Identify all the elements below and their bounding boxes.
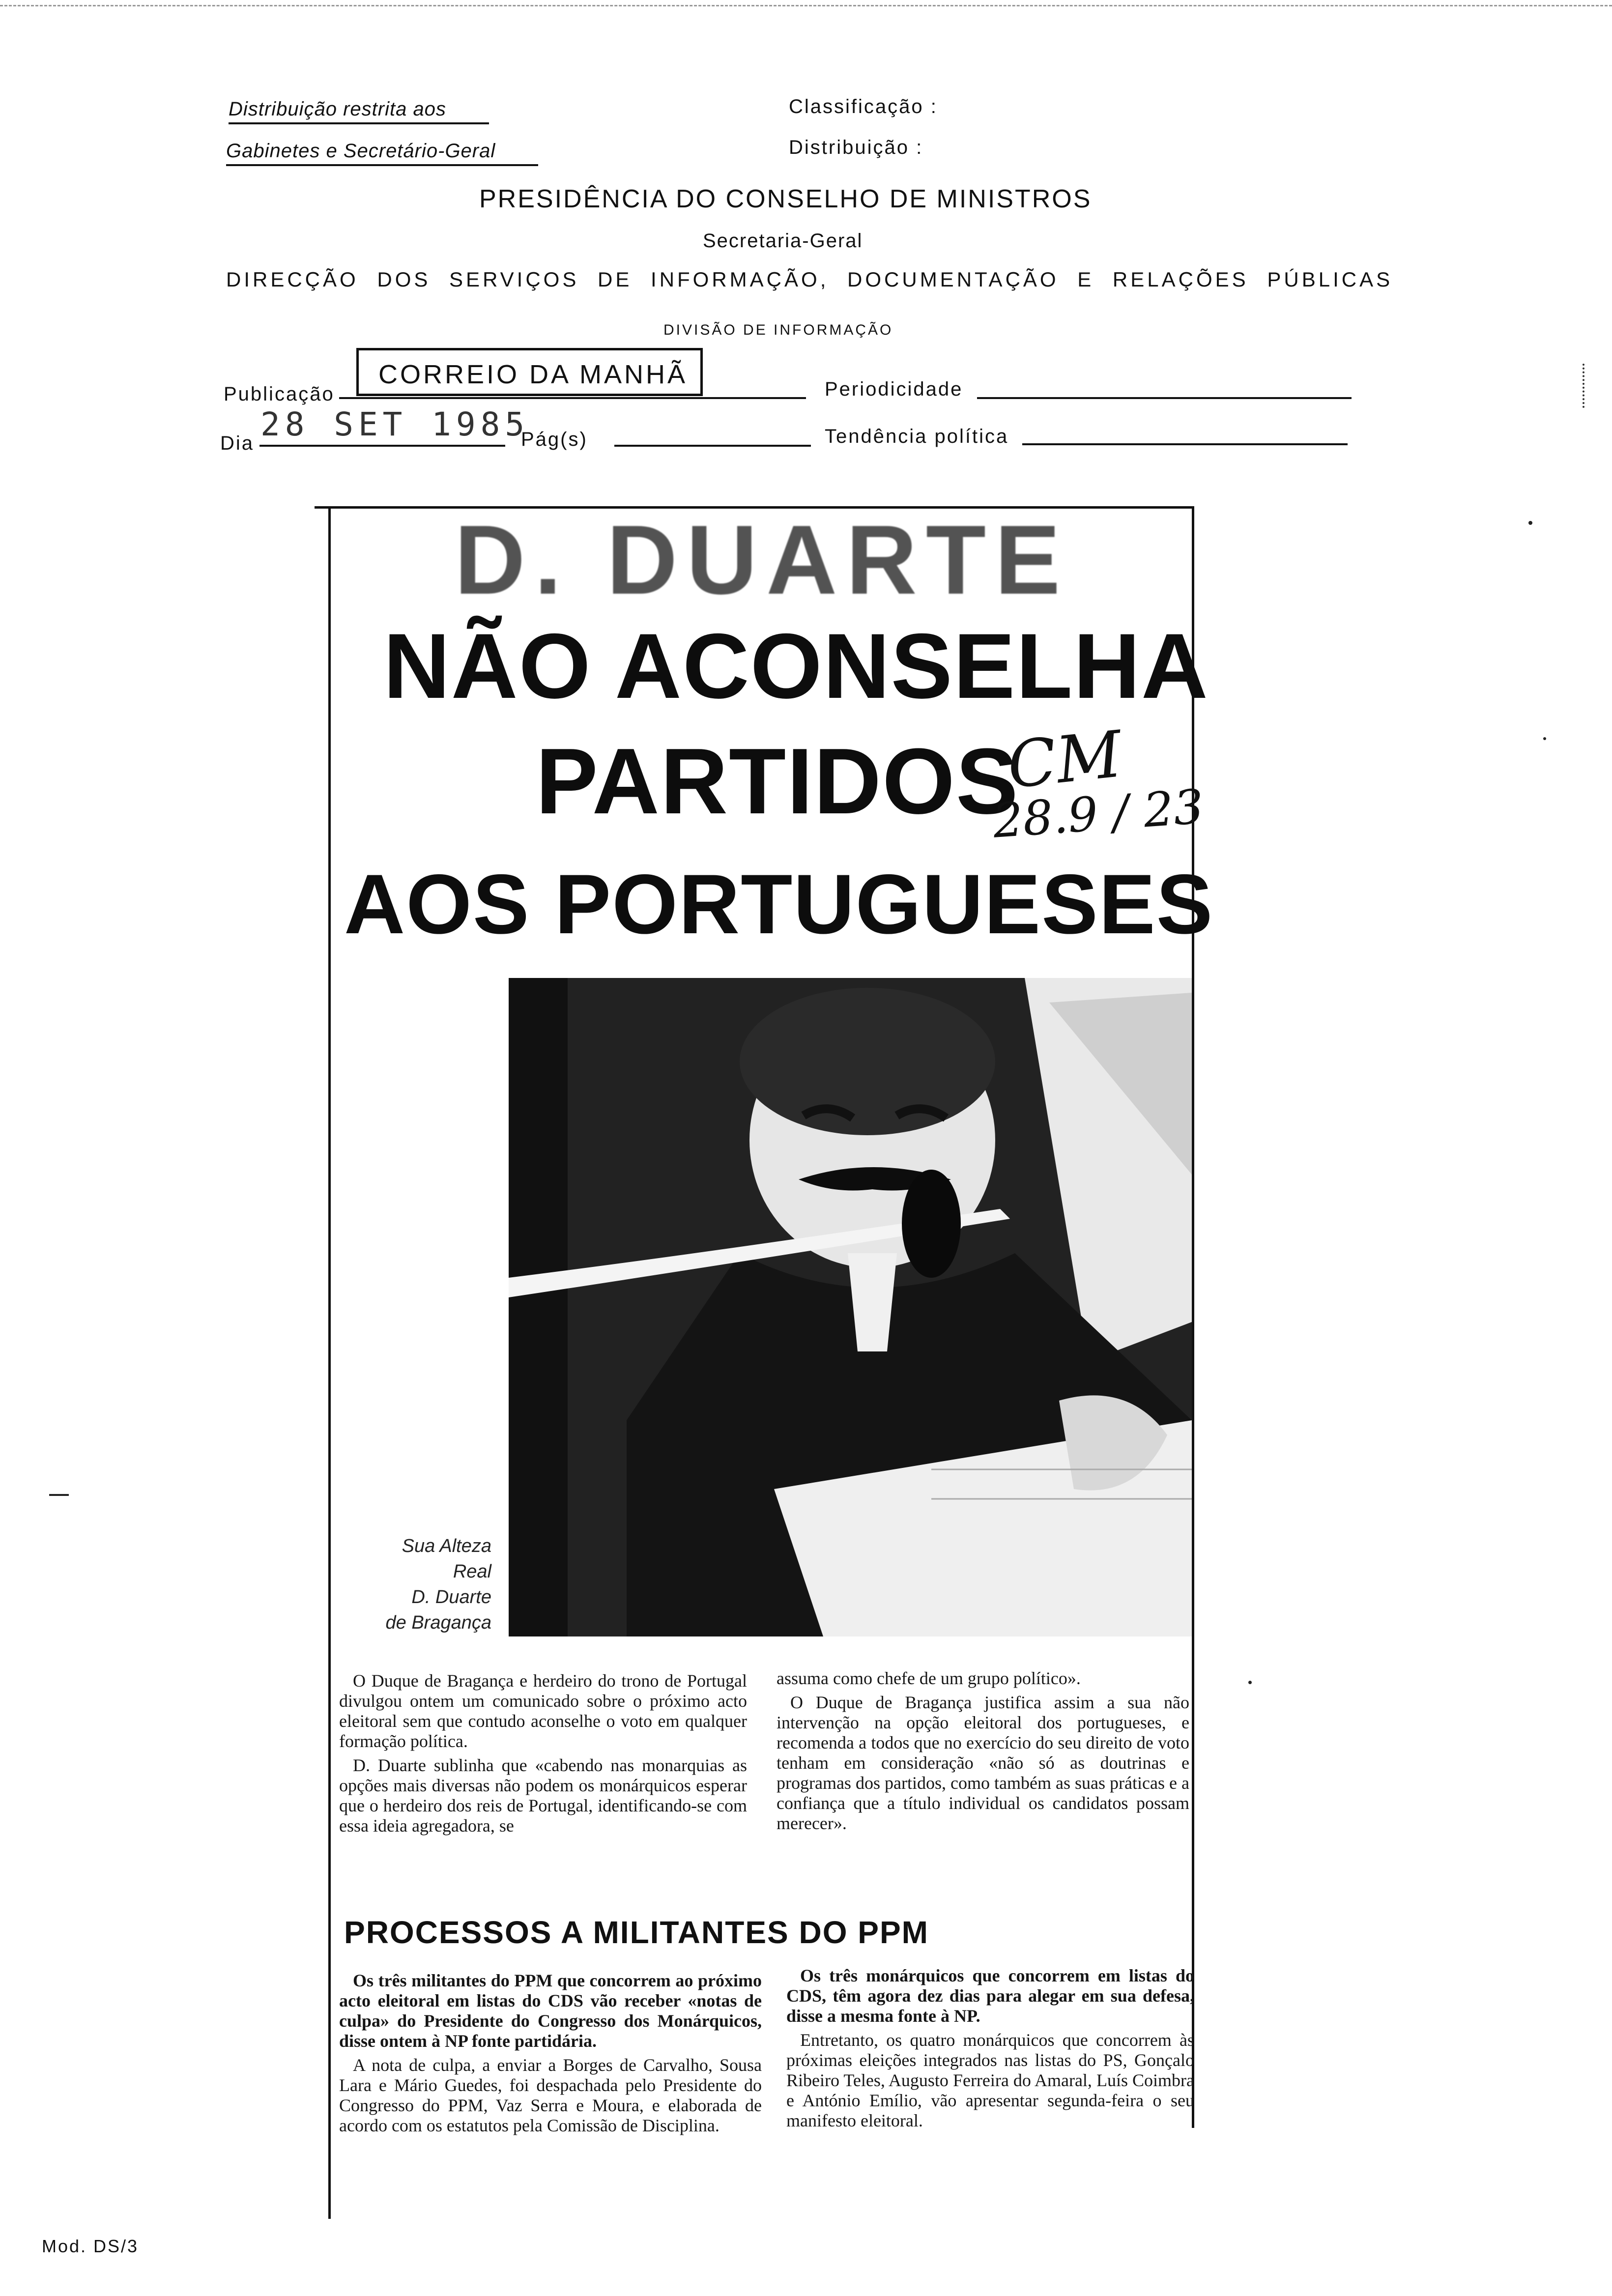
restricted-distribution-line1: Distribuição restrita aos [229,98,489,124]
portrait-illustration [509,978,1192,1636]
political-tendency-label: Tendência política [825,426,1009,447]
day-underline [259,445,505,447]
article-column-3 [339,1971,762,2140]
scan-speck [1528,521,1532,525]
political-tendency-underline [1022,443,1348,445]
pages-underline [614,445,811,447]
ppm-subheading: PROCESSOS A MILITANTES DO PPM [344,1915,929,1950]
secretariat-heading: Secretaria-Geral [703,230,863,252]
headline-line1: D. DUARTE [454,505,1069,615]
division-heading: DIVISÃO DE INFORMAÇÃO [663,322,893,338]
clipping-border-right [1192,506,1194,2128]
form-code: Mod. DS/3 [42,2236,139,2256]
scan-speck [1248,1681,1252,1684]
duarte-portrait-photo [509,978,1192,1636]
classification-label: Classificação : [789,96,938,117]
handwritten-date-reference: 28.9 / 23 [991,779,1206,849]
column4-paragraph1: Os três monárquicos que concorrem em listas do CDS, têm agora dez dias para alegar em sua defesa, disse a mesma fonte à NP. [786,1966,1194,2026]
article-column-1 [339,1671,747,1840]
column3-paragraph1: Os três militantes do PPM que concorrem ao próximo acto eleitoral em listas do CDS vão receber «notas de culpa» do Presidente do Congresso dos Monárquicos, disse ontem à NP fonte partidária. [339,1971,762,2051]
headline-line2: NÃO ACONSELHA [383,614,1209,718]
clipping-border-left [328,509,331,2219]
scan-speck [1543,737,1546,740]
column2-paragraph1: assuma como chefe de um grupo político». [777,1668,1081,1688]
article-column-4 [786,1966,1194,2135]
headline-line4: AOS PORTUGUESES [344,857,1214,951]
ministry-heading: PRESIDÊNCIA DO CONSELHO DE MINISTROS [479,185,1092,213]
periodicity-label: Periodicidade [825,378,963,400]
publication-underline [339,397,806,399]
publication-name: CORREIO DA MANHÃ [378,360,688,389]
caption-line1: Sua Alteza [402,1536,491,1556]
caption-line4: de Bragança [385,1612,491,1633]
periodicity-underline [977,397,1352,399]
column2-paragraph2: O Duque de Bragança justifica assim a sua não intervenção na opção eleitoral dos portugueses, e recomenda a todos que no exercício do seu direito de voto tenham em consideração «não só as doutrinas e programas dos partidos, como também as suas práticas e a confiança que a título individual os candidatos possam merecer». [777,1693,1189,1833]
distribution-label: Distribuição : [789,137,923,158]
publication-stamp [356,348,703,396]
scan-top-rule [0,5,1612,6]
directorate-heading: DIRECÇÃO DOS SERVIÇOS DE INFORMAÇÃO, DOCUMENTAÇÃO E RELAÇÕES PÚBLICAS [226,268,1393,291]
caption-line3: D. Duarte [411,1587,491,1607]
publication-label: Publicação [224,383,335,405]
day-label: Dia [220,432,255,454]
handwritten-initials: CM [1004,717,1125,803]
day-stamp: 28 SET 1985 [260,405,530,443]
scan-margin-mark [1583,364,1584,408]
photo-caption [354,1533,491,1636]
restricted-distribution-line2: Gabinetes e Secretário-Geral [226,140,538,166]
column4-paragraph2: Entretanto, os quatro monárquicos que concorrem às próximas eleições integrados nas listas do PS, Gonçalo Ribeiro Teles, Augusto Ferreira do Amaral, Luís Coimbra e António Emílio, vão apresentar segunda-feira o seu manifesto eleitoral. [786,2030,1194,2130]
caption-line2: Real [453,1561,491,1582]
article-column-2 [777,1668,1189,1837]
headline-line3: PARTIDOS [536,729,1019,833]
scan-margin-mark [49,1494,69,1496]
column1-paragraph2: D. Duarte sublinha que «cabendo nas monarquias as opções mais diversas não podem os monárquicos esperar que o herdeiro dos reis de Portugal, identificando-se com essa ideia agregadora, se [339,1755,747,1836]
pages-label: Pág(s) [521,429,588,450]
column1-paragraph1: O Duque de Bragança e herdeiro do trono de Portugal divulgou ontem um comunicado sobre o próximo acto eleitoral sem que contudo aconselhe o voto em qualquer formação política. [339,1671,747,1751]
column3-paragraph2: A nota de culpa, a enviar a Borges de Carvalho, Sousa Lara e Mário Guedes, foi despachada pelo Presidente do Congresso do PPM, Vaz Serra e Moura, e elaborada de acordo com os estatutos pela Comissão de Disciplina. [339,2055,762,2135]
